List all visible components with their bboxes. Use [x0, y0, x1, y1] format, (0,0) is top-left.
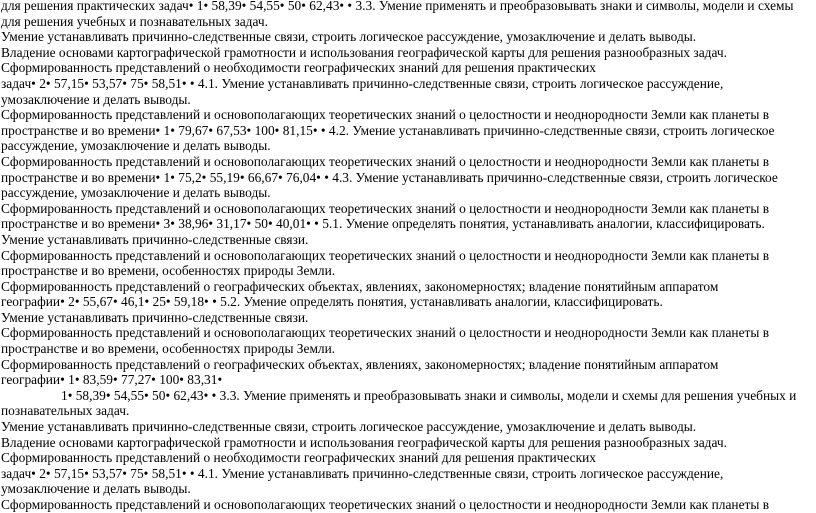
text-line: Сформированность представлений и основополагающих теоретических знаний о целостности и неоднородности Земли как планеты в: [1, 247, 770, 263]
text-line: Сформированность представлений о необходимости географических знаний для решения практических: [1, 450, 596, 466]
text-line: Сформированность представлений о географических объектах, явлениях, закономерностях; владение понятийным аппаратом: [1, 356, 719, 372]
text-line: Умение устанавливать причинно-следственные связи, строить логическое рассуждение, умозаключение и делать выводы.: [1, 29, 697, 45]
text-line: пространстве и во времени• 1• 75,2• 55,19• 66,67• 76,04• • 4.3. Умение устанавливать причинно-следственные связи, строить логическое: [1, 169, 778, 185]
text-line: умозаключение и делать выводы.: [1, 481, 191, 497]
text-line: Владение основами картографической грамотности и использования географической карты для решения разнообразных задач.: [1, 434, 727, 450]
text-line: 1• 58,39• 54,55• 50• 62,43• • 3.3. Умение применять и преобразовывать знаки и символы, модели и схемы для решения учебных и: [61, 387, 797, 403]
text-line: пространстве и во времени• 1• 79,67• 67,53• 100• 81,15• • 4.2. Умение устанавливать причинно-следственные связи, строить логическое: [1, 122, 775, 138]
text-line: пространстве и во времени, особенностях природы Земли.: [1, 263, 336, 279]
text-line: задач• 2• 57,15• 53,57• 75• 58,51• • 4.1. Умение устанавливать причинно-следственные связи, строить логическое рассуждение,: [1, 465, 724, 481]
text-line: Сформированность представлений и основополагающих теоретических знаний о целостности и неоднородности Земли как планеты в: [1, 325, 770, 341]
text-line: рассуждение, умозаключение и делать выводы.: [1, 185, 271, 201]
text-line: для решения практических задач• 1• 58,39• 54,55• 50• 62,43• • 3.3. Умение применять и преобразовывать знаки и символы, модели и схемы: [1, 0, 794, 13]
text-line: географии• 1• 83,59• 77,27• 100• 83,31•: [1, 372, 223, 388]
text-line: Сформированность представлений и основополагающих теоретических знаний о целостности и неоднородности Земли как планеты в: [1, 153, 770, 169]
text-line: умозаключение и делать выводы.: [1, 91, 191, 107]
text-line: Сформированность представлений и основополагающих теоретических знаний о целостности и неоднородности Земли как планеты в: [1, 107, 770, 123]
text-line: Умение устанавливать причинно-следственные связи.: [1, 309, 309, 325]
text-line: Сформированность представлений о географических объектах, явлениях, закономерностях; владение понятийным аппаратом: [1, 278, 719, 294]
text-line: Сформированность представлений и основополагающих теоретических знаний о целостности и неоднородности Земли как планеты в: [1, 200, 770, 216]
text-line: пространстве и во времени, особенностях природы Земли.: [1, 341, 336, 357]
text-line: Владение основами картографической грамотности и использования географической карты для решения разнообразных задач.: [1, 44, 727, 60]
text-line: географии• 2• 55,67• 46,1• 25• 59,18• • 5.2. Умение определять понятия, устанавливать аналогии, классифицировать.: [1, 294, 663, 310]
text-line: для решения учебных и познавательных задач.: [1, 13, 268, 29]
text-line: пространстве и во времени• 3• 38,96• 31,17• 50• 40,01• • 5.1. Умение определять понятия, устанавливать аналогии, классифицировать.: [1, 216, 765, 232]
text-line: задач• 2• 57,15• 53,57• 75• 58,51• • 4.1. Умение устанавливать причинно-следственные связи, строить логическое рассуждение,: [1, 75, 724, 91]
text-line: Умение устанавливать причинно-следственные связи.: [1, 231, 309, 247]
text-line: Сформированность представлений о необходимости географических знаний для решения практических: [1, 60, 596, 76]
text-line: Умение устанавливать причинно-следственные связи, строить логическое рассуждение, умозаключение и делать выводы.: [1, 419, 697, 435]
text-line: познавательных задач.: [1, 403, 130, 419]
text-line: Сформированность представлений и основополагающих теоретических знаний о целостности и неоднородности Земли как планеты в: [1, 497, 770, 512]
text-line: рассуждение, умозаключение и делать выводы.: [1, 138, 271, 154]
